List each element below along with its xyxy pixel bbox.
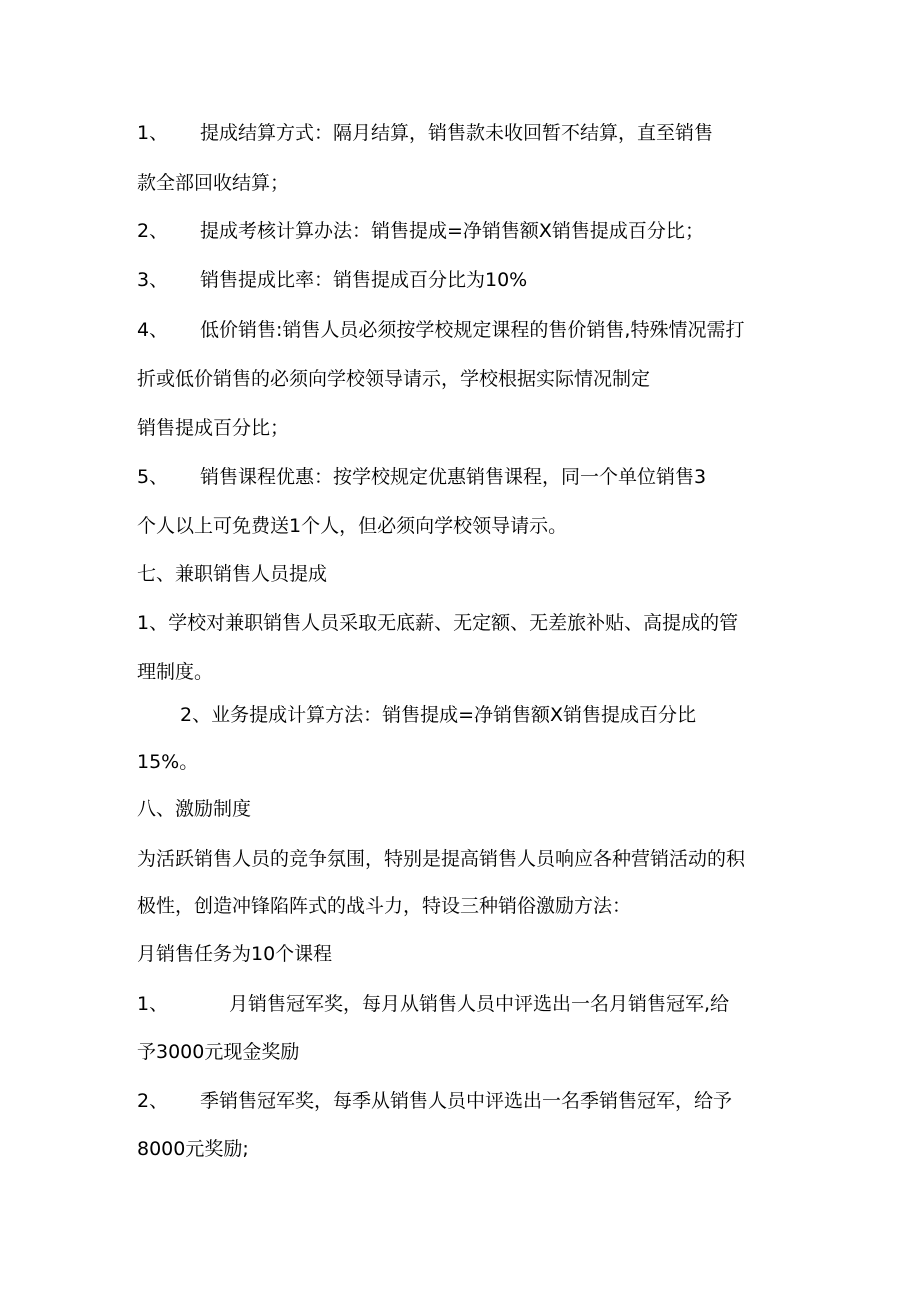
list-item-text: 月销售冠军奖，每月从销售人员中评选出一名月销售冠军,给 [229,993,730,1015]
paragraph-line: 2、业务提成计算方法：销售提成=净销售额X销售提成百分比 [180,704,697,726]
paragraph-line: 款全部回收结算； [137,172,290,194]
list-item-2 [137,219,704,243]
paragraph-line: 月销售任务为10个课程 [137,943,333,965]
section-heading: 八、激励制度 [137,798,252,820]
list-item-text: 低价销售:销售人员必须按学校规定课程的售价销售,特殊情况需打 [200,319,745,341]
paragraph-line: 为活跃销售人员的竞争氛围，特别是提高销售人员响应各种营销活动的积 [137,848,746,870]
paragraph-line: 理制度。 [137,661,214,683]
list-number: 1、 [137,993,169,1015]
paragraph-line: 8000元奖励; [137,1138,249,1160]
paragraph-line: 1、学校对兼职销售人员采取无底薪、无定额、无差旅补贴、高提成的管 [137,612,739,634]
list-item-4 [137,318,744,342]
list-item-text: 销售课程优惠：按学校规定优惠销售课程，同一个单位销售3 [200,466,707,488]
list-number: 3、 [137,269,169,291]
paragraph-line: 折或低价销售的必须向学校领导请示，学校根据实际情况制定 [137,368,651,390]
list-number: 2、 [137,1090,169,1112]
paragraph-line: 予3000元现金奖励 [137,1041,300,1063]
list-item-1 [137,121,713,145]
section-heading: 七、兼职销售人员提成 [137,563,328,585]
list-item-text: 销售提成比率：销售提成百分比为10% [200,269,528,291]
list-item-text: 提成考核计算办法：销售提成=净销售额X销售提成百分比； [200,220,704,242]
list-item-3 [137,268,527,292]
list-number: 2、 [137,220,169,242]
list-item-text: 提成结算方式：隔月结算，销售款未收回暂不结算，直至销售 [200,122,714,144]
list-item-text: 季销售冠军奖，每季从销售人员中评选出一名季销售冠军，给予 [200,1090,733,1112]
list-number: 5、 [137,466,169,488]
paragraph-line: 极性，创造冲锋陷阵式的战斗力，特设三种销俗激励方法： [137,895,632,917]
paragraph-line: 个人以上可免费送1个人，但必须向学校领导请示。 [137,515,568,537]
list-item-5 [137,465,706,489]
list-number: 4、 [137,319,169,341]
paragraph-line: 销售提成百分比； [137,417,290,439]
list-number: 1、 [137,122,169,144]
list-item-award-2 [137,1089,732,1113]
paragraph-line: 15%。 [137,751,199,773]
list-item-award-1 [137,992,729,1016]
